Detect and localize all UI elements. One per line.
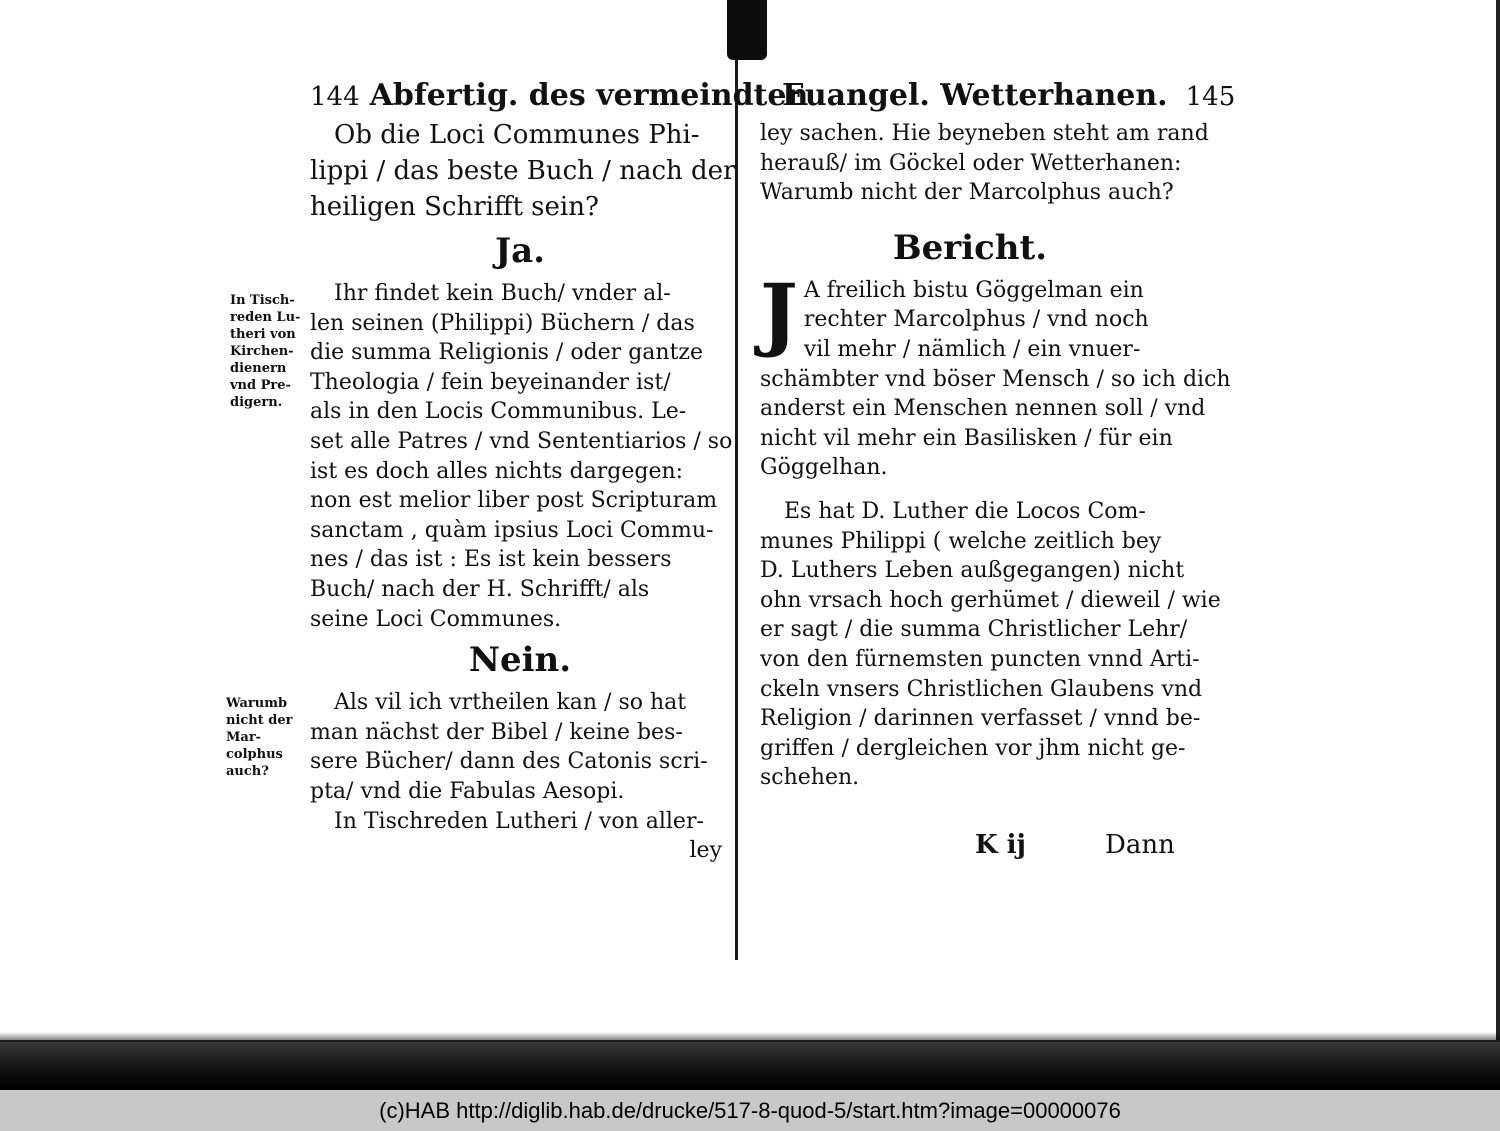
text-line: sanctam , quàm ipsius Loci Commu- bbox=[310, 517, 714, 543]
text-line: Ihr findet kein Buch/ vnder al- bbox=[334, 281, 671, 306]
right-running-title: Euangel. Wetterhanen. bbox=[782, 78, 1168, 113]
drop-initial: J bbox=[760, 265, 798, 360]
text-line: Religion / darinnen verfasset / vnnd be- bbox=[760, 706, 1201, 732]
text-line: non est melior liber post Scripturam bbox=[310, 488, 718, 514]
text-line: die summa Religionis / oder gantze bbox=[310, 340, 704, 366]
text-line: munes Philippi ( welche zeitlich bey bbox=[760, 528, 1162, 554]
text-line: Buch/ nach der H. Schrifft/ als bbox=[310, 576, 650, 602]
right-page bbox=[760, 78, 1236, 793]
question-block bbox=[310, 117, 730, 153]
no-text bbox=[310, 688, 730, 866]
text-line: ley sachen. Hie beyneben steht am rand bbox=[760, 121, 1209, 146]
text-line: Als vil ich vrtheilen kan / so hat bbox=[334, 690, 687, 716]
text-line: ckeln vnsers Christlichen Glaubens vnd bbox=[760, 676, 1203, 702]
question-line: Ob die Loci Communes Phi- bbox=[334, 120, 700, 150]
right-top-text bbox=[760, 119, 1209, 208]
right-page-number: 145 bbox=[1185, 82, 1236, 112]
page-edge bbox=[1496, 0, 1500, 1040]
text-line: Theologia / fein beyeinander ist/ bbox=[310, 369, 671, 395]
text-line: Warumb nicht der Marcolphus auch? bbox=[760, 180, 1174, 206]
text-line: In Tischreden Lutheri / von aller- bbox=[334, 808, 704, 834]
heading-yes: Ja. bbox=[495, 231, 545, 271]
text-line: len seinen (Philippi) Büchern / das bbox=[310, 310, 695, 336]
text-line: herauß/ im Göckel oder Wetterhanen: bbox=[760, 150, 1182, 176]
bericht-text bbox=[760, 265, 1231, 483]
text-line: schehen. bbox=[760, 765, 860, 791]
heading-no: Nein. bbox=[468, 640, 572, 681]
left-page bbox=[310, 78, 809, 866]
text-line: pta/ vnd die Fabulas Aesopi. bbox=[310, 778, 625, 804]
text-line: ist es doch alles nichts dargegen: bbox=[310, 458, 684, 484]
margin-note-tischreden: In Tisch- reden Lu- theri von Kirchen- dienern vnd Pre- digern. bbox=[230, 293, 301, 410]
text-line: er sagt / die summa Christlicher Lehr/ bbox=[760, 617, 1188, 643]
text-line: von den fürnemsten puncten vnnd Arti- bbox=[760, 646, 1200, 672]
text-line: Es hat D. Luther die Locos Com- bbox=[784, 498, 1146, 524]
text-line: sere Bücher/ dann des Catonis scri- bbox=[310, 749, 708, 775]
text-line: rechter Marcolphus / vnd noch bbox=[803, 307, 1149, 333]
text-line: schämbter vnd böser Mensch / so ich dich bbox=[760, 366, 1231, 392]
text-line: anderst ein Menschen nennen soll / vnd bbox=[760, 396, 1206, 422]
left-catchword: ley bbox=[689, 838, 722, 864]
text-line: nes / das ist : Es ist kein bessers bbox=[310, 547, 672, 573]
text-line: seine Loci Communes. bbox=[310, 606, 562, 632]
credit-footer: (c)HAB http://diglib.hab.de/drucke/517-8-quod-5/start.htm?image=00000076 bbox=[0, 1090, 1500, 1131]
text-line: ohn vrsach hoch gerhümet / dieweil / wie bbox=[760, 587, 1221, 613]
text-line: nicht vil mehr ein Basilisken / für ein bbox=[760, 425, 1173, 451]
text-line: Göggelhan. bbox=[760, 455, 888, 481]
binding-clip bbox=[727, 0, 767, 60]
right-catchword: Dann bbox=[1105, 830, 1175, 860]
text-line: vil mehr / nämlich / ein vnuer- bbox=[803, 336, 1141, 362]
text-line: A freilich bistu Göggelman ein bbox=[803, 277, 1144, 303]
paragraph-two bbox=[760, 497, 1221, 793]
margin-note-marcolphus: Warumb nicht der Mar- colphus auch? bbox=[226, 696, 293, 779]
left-running-title: Abfertig. des vermeindten bbox=[369, 78, 809, 113]
question-line: lippi / das beste Buch / nach der bbox=[310, 156, 736, 186]
text-line: als in den Locis Communibus. Le- bbox=[310, 399, 687, 425]
question-block-cont bbox=[310, 153, 736, 225]
left-page-number: 144 bbox=[310, 82, 360, 112]
right-running-head bbox=[760, 78, 1236, 113]
left-running-head bbox=[310, 78, 809, 113]
text-line: D. Luthers Leben außgegangen) nicht bbox=[760, 558, 1185, 584]
heading-bericht: Bericht. bbox=[892, 227, 1048, 268]
spine-line bbox=[735, 60, 738, 960]
scan-shadow bbox=[0, 1040, 1500, 1090]
text-line: set alle Patres / vnd Sententiarios / so bbox=[310, 428, 733, 454]
yes-text bbox=[310, 279, 733, 634]
signature-mark: K ij bbox=[975, 830, 1026, 860]
question-line: heiligen Schrifft sein? bbox=[310, 192, 599, 222]
text-line: man nächst der Bibel / keine bes- bbox=[310, 719, 683, 745]
text-line: griffen / dergleichen vor jhm nicht ge- bbox=[760, 735, 1186, 761]
